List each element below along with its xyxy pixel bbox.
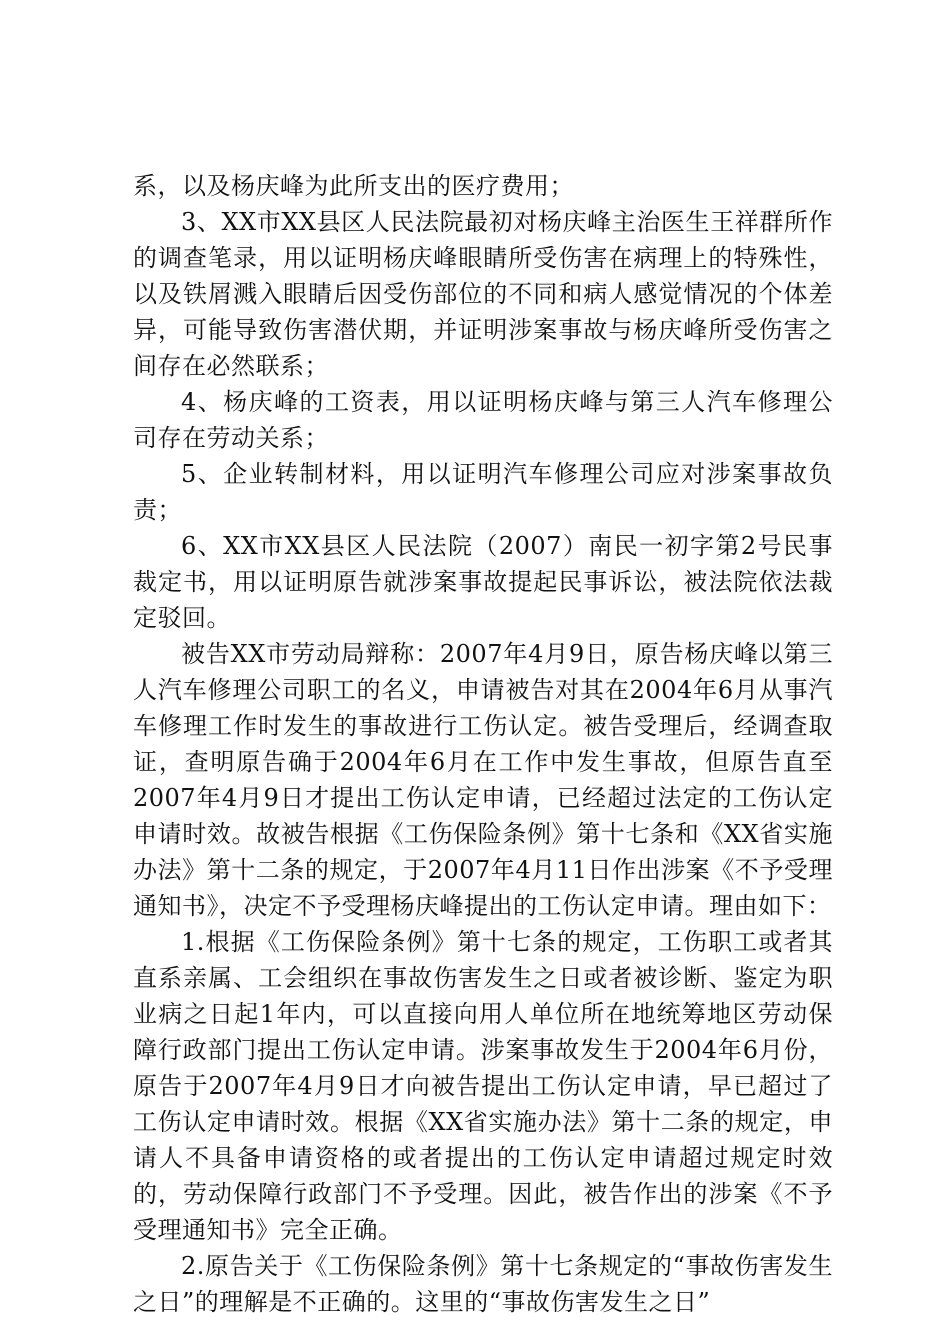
paragraph-reason-1: 1.根据《工伤保险条例》第十七条的规定，工伤职工或者其直系亲属、工会组织在事故伤害发生之日或者被诊断、鉴定为职业病之日起1年内，可以直接向用人单位所在地统筹地区劳动保障行政部门提出工伤认定申请。涉案事故发生于2004年6月份，原告于2007年4月9日才向被告提出工伤认定申请，早已超过了工伤认定申请时效。根据《XX省实施办法》第十二条的规定，申请人不具备申请资格的或者提出的工伤认定申请超过规定时效的，劳动保障行政部门不予受理。因此，被告作出的涉案《不予受理通知书》完全正确。 — [133, 928, 833, 1244]
paragraph-evidence-4: 4、杨庆峰的工资表，用以证明杨庆峰与第三人汽车修理公司存在劳动关系； — [133, 388, 833, 452]
paragraph-defendant-argument: 被告XX市劳动局辩称：2007年4月9日，原告杨庆峰以第三人汽车修理公司职工的名义，申请被告对其在2004年6月从事汽车修理工作时发生的事故进行工伤认定。被告受理后，经调查取证，查明原告确于2004年6月在工作中发生事故，但原告直至2007年4月9日才提出工伤认定申请，已经超过法定的工伤认定申请时效。故被告根据《工伤保险条例》第十七条和《XX省实施办法》第十二条的规定，于2007年4月11日作出涉案《不予受理通知书》，决定不予受理杨庆峰提出的工伤认定申请。理由如下： — [133, 640, 833, 920]
paragraph-evidence-5: 5、企业转制材料，用以证明汽车修理公司应对涉案事故负责； — [133, 460, 833, 524]
paragraph-evidence-3: 3、XX市XX县区人民法院最初对杨庆峰主治医生王祥群所作的调查笔录，用以证明杨庆峰眼睛所受伤害在病理上的特殊性，以及铁屑溅入眼睛后因受伤部位的不同和病人感觉情况的个体差异，可能导致伤害潜伏期，并证明涉案事故与杨庆峰所受伤害之间存在必然联系； — [133, 208, 833, 380]
paragraph-reason-2: 2.原告关于《工伤保险条例》第十七条规定的“事故伤害发生之日”的理解是不正确的。这里的“事故伤害发生之日” — [133, 1252, 833, 1316]
paragraph-continuation: 系，以及杨庆峰为此所支出的医疗费用； — [133, 172, 574, 200]
document-body — [133, 168, 833, 1320]
paragraph-evidence-6: 6、XX市XX县区人民法院（2007）南民一初字第2号民事裁定书，用以证明原告就涉案事故提起民事诉讼，被法院依法裁定驳回。 — [133, 532, 833, 632]
